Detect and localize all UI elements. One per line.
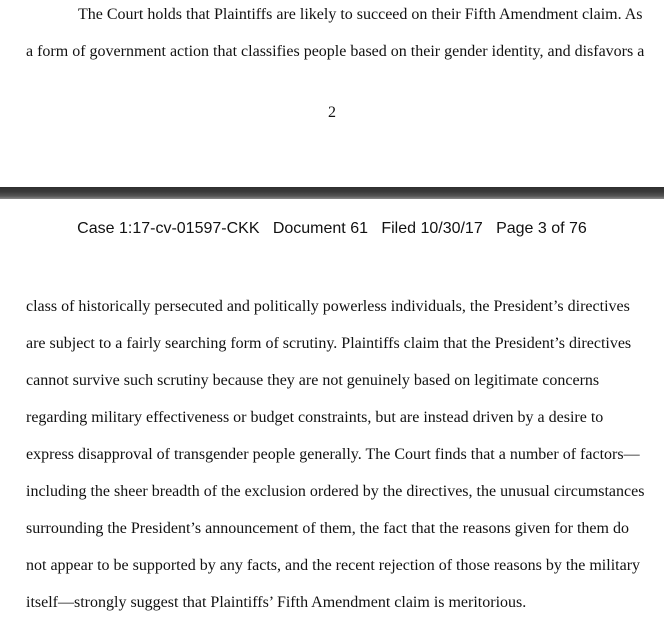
page-divider (0, 187, 664, 199)
text-line: including the sheer breadth of the exclusion ordered by the directives, the unusual circumstances (26, 483, 645, 500)
text-line: itself—strongly suggest that Plaintiffs’ Fifth Amendment claim is meritorious. (26, 594, 527, 611)
text-line: cannot survive such scrutiny because they are not genuinely based on legitimate concerns (26, 372, 600, 389)
case-header: Case 1:17-cv-01597-CKK Document 61 Filed 10/30/17 Page 3 of 76 (77, 220, 587, 237)
previous-page (0, 0, 664, 187)
text-line: are subject to a fairly searching form of scrutiny. Plaintiffs claim that the President’s directives (26, 335, 632, 352)
text-line: surrounding the President’s announcement of them, the fact that the reasons given for them do (26, 520, 629, 537)
text-line: a form of government action that classifies people based on their gender identity, and disfavors a (26, 43, 645, 60)
text-line: express disapproval of transgender people generally. The Court finds that a number of factors— (26, 446, 640, 463)
page-number: 2 (328, 104, 336, 121)
text-line: regarding military effectiveness or budget constraints, but are instead driven by a desire to (26, 409, 604, 426)
text-line: The Court holds that Plaintiffs are likely to succeed on their Fifth Amendment claim. As (78, 6, 643, 23)
text-line: not appear to be supported by any facts, and the recent rejection of those reasons by the military (26, 557, 641, 574)
text-line: class of historically persecuted and politically powerless individuals, the President’s directives (26, 298, 630, 315)
